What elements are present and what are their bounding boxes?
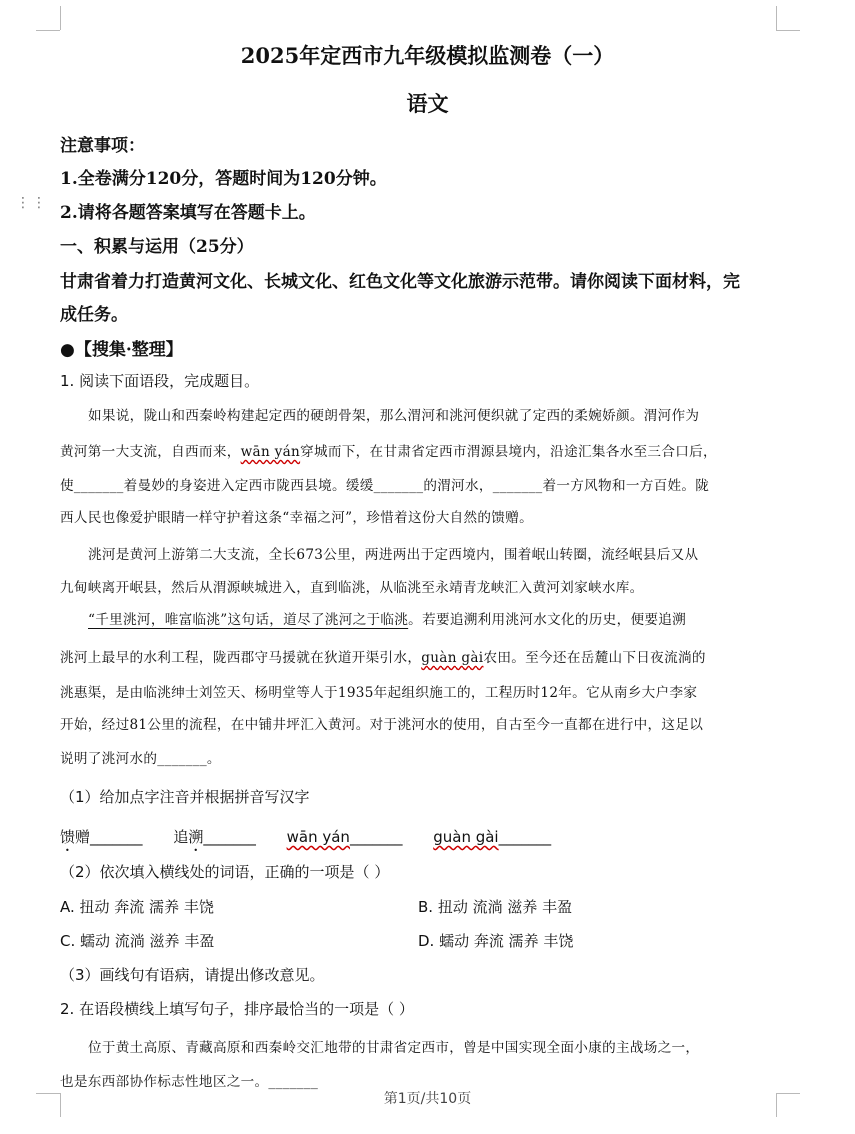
- passage-p3-line-1: “千里洮河，唯富临洮”这句话，道尽了洮河之于临洮。若要追溯利用洮河水文化的历史，便要追溯: [88, 612, 687, 628]
- question-1-stem: 1. 阅读下面语段，完成题目。: [60, 372, 260, 390]
- options-row-2: [60, 930, 780, 951]
- passage-p1-line-1: 如果说，陇山和西秦岭构建起定西的硬朗骨架，那么渭河和洮河便织就了定西的柔婉娇颜。渭河作为: [88, 408, 700, 424]
- passage-p2-line-1: 洮河是黄河上游第二大支流，全长673公里，两进两出于定西境内，围着岷山转圈，流经岷县后又从: [88, 547, 699, 563]
- pinyin-blank-guangai: guàn gài: [433, 828, 499, 846]
- page-footer: 第1页/共10页: [383, 1091, 472, 1107]
- sub-question-1-blanks: 馈赠_______ 追溯_______ wān yán_______ guàn gài_______: [60, 828, 552, 846]
- option-d[interactable]: D. 蠕动 奔流 濡养 丰饶: [418, 932, 574, 950]
- passage-p3-line-3: 洮惠渠，是由临洮绅士刘笠天、杨明堂等人于1935年起组织施工的，工程历时12年。它从南乡大户李家: [60, 685, 698, 701]
- passage-p3-line-4: 开始，经过81公里的流程，在中铺井坪汇入黄河。对于洮河水的使用，自古至今一直都在进行中，这足以: [60, 717, 704, 733]
- underlined-sentence: “千里洮河，唯富临洮”这句话，道尽了洮河之于临洮: [88, 612, 409, 628]
- notes-heading: 注意事项：: [60, 136, 145, 156]
- notes-item-2: 2.请将各题答案填写在答题卡上。: [60, 203, 316, 223]
- passage-p1-line-2: 黄河第一大支流，自西而来，wān yán穿城而下，在甘肃省定西市渭源县境内，沿途汇集各水至三合口后，: [60, 444, 717, 460]
- options-row-1: [60, 896, 780, 917]
- option-a[interactable]: A. 扭动 奔流 濡养 丰饶: [60, 898, 214, 916]
- sub-question-1: （1）给加点字注音并根据拼音写汉字: [60, 788, 310, 806]
- sub-question-2: （2）依次填入横线处的词语，正确的一项是（ ）: [60, 863, 390, 881]
- crop-mark-top-right-vertical: [776, 6, 777, 30]
- sub-heading: ●【搜集·整理】: [60, 340, 183, 360]
- passage-p1-line-3: 使_______着曼妙的身姿进入定西市陇西县境。缓缓_______的渭河水，_______着一方风物和一方百姓。陇: [60, 478, 710, 494]
- sub-question-3: （3）画线句有语病，请提出修改意见。: [60, 966, 325, 984]
- crop-mark-top-left-vertical: [60, 6, 61, 30]
- dotted-char-su: 溯_______: [188, 828, 256, 846]
- passage-p2-line-2: 九甸峡离开岷县，然后从渭源峡城进入，直到临洮，从临洮至永靖青龙峡汇入黄河刘家峡水库。: [60, 580, 644, 596]
- drag-handle-icon[interactable]: ⋮⋮: [16, 195, 48, 211]
- subject-title: 语文: [406, 91, 449, 116]
- section-heading: 一、积累与运用（25分）: [60, 237, 254, 257]
- pinyin-wanyan: wān yán: [240, 444, 301, 460]
- dotted-char-kui: 馈: [60, 828, 76, 846]
- question-2-line-1: 位于黄土高原、青藏高原和西秦岭交汇地带的甘肃省定西市，曾是中国实现全面小康的主战场之一，: [88, 1040, 700, 1056]
- page-title: 2025年定西市九年级模拟监测卷（一）: [240, 43, 615, 68]
- notes-item-1: 1.全卷满分120分，答题时间为120分钟。: [60, 169, 387, 189]
- section-intro-line-2: 成任务。: [60, 305, 128, 325]
- crop-mark-top-left: [36, 30, 60, 31]
- option-c[interactable]: C. 蠕动 流淌 滋养 丰盈: [60, 932, 215, 950]
- option-b[interactable]: B. 扭动 流淌 滋养 丰盈: [418, 898, 573, 916]
- question-2-stem: 2. 在语段横线上填写句子，排序最恰当的一项是（ ）: [60, 1000, 414, 1018]
- section-intro-line-1: 甘肃省着力打造黄河文化、长城文化、红色文化等文化旅游示范带。请你阅读下面材料，完: [60, 272, 740, 292]
- pinyin-blank-wanyan: wān yán: [286, 828, 350, 846]
- question-2-line-2: 也是东西部协作标志性地区之一。_______: [60, 1074, 319, 1090]
- passage-p3-line-2: 洮河上最早的水利工程，陇西郡守马援就在狄道开渠引水，guàn gài农田。至今还在岳麓山下日夜流淌的: [60, 650, 706, 666]
- crop-mark-top-right: [776, 30, 800, 31]
- passage-p3-line-5: 说明了洮河水的_______。: [60, 751, 221, 767]
- passage-p1-line-4: 西人民也像爱护眼睛一样守护着这条“幸福之河”，珍惜着这份大自然的馈赠。: [60, 510, 533, 526]
- pinyin-guangai: guàn gài: [421, 650, 484, 666]
